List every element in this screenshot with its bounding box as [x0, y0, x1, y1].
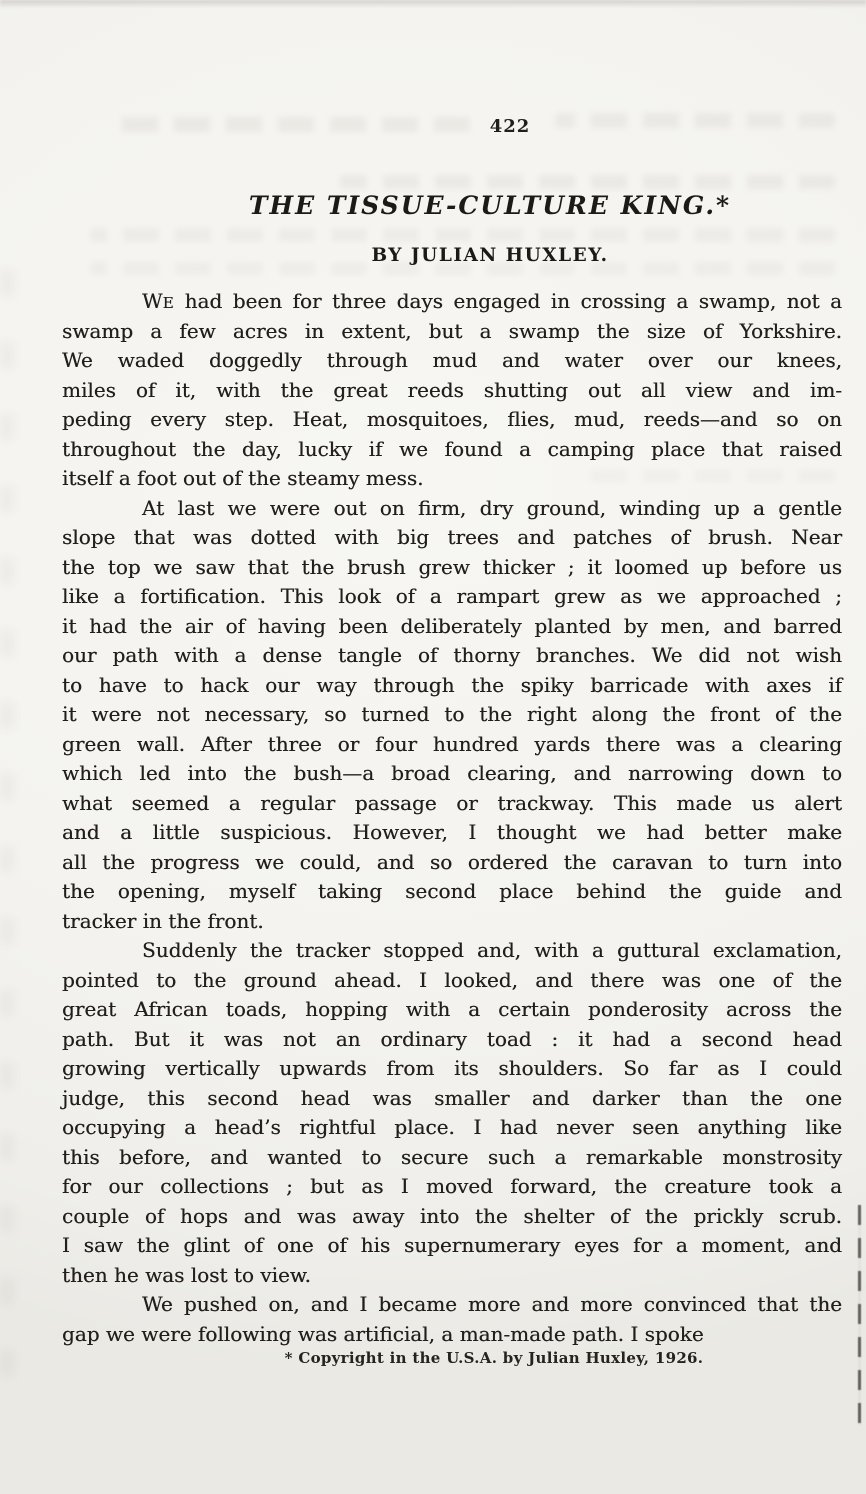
text-line: I saw the glint of one of his supernumerary eyes for a moment, and: [62, 1233, 842, 1257]
text-line: it had the air of having been deliberately planted by men, and barred: [62, 613, 842, 638]
text-line: miles of it, with the great reeds shutting out all view and im-: [62, 377, 842, 402]
lead-small-capital: E: [162, 294, 175, 312]
text-line: like a fortification. This look of a rampart grew as we approached ;: [62, 584, 842, 608]
text-line: We waded doggedly through mud and water over our knees,: [62, 348, 842, 372]
text-line: all the progress we could, and so ordered the caravan to turn into: [62, 849, 842, 874]
text-line: and a little suspicious. However, I thought we had better make: [62, 820, 842, 844]
text-line: great African toads, hopping with a certain ponderosity across the: [62, 997, 842, 1021]
lead-capital: W: [142, 289, 163, 313]
text-line: path. But it was not an ordinary toad : it had a second head: [62, 1026, 842, 1051]
text-line: At last we were out on firm, dry ground, winding up a gentle: [142, 495, 842, 520]
scan-left-smudges: [0, 270, 14, 1400]
text-line: tracker in the front.: [62, 908, 264, 933]
text-line: green wall. After three or four hundred yards there was a clearing: [62, 731, 842, 756]
text-line: then he was lost to view.: [62, 1262, 311, 1287]
article-title: THE TISSUE-CULTURE KING.*: [248, 191, 732, 220]
text-line: swamp a few acres in extent, but a swamp the size of Yorkshire.: [62, 318, 842, 343]
footnote: * Copyright in the U.S.A. by Julian Huxley, 1926.: [284, 1349, 704, 1367]
text-line: growing vertically upwards from its shoulders. So far as I could: [62, 1056, 842, 1080]
text-line: occupying a head’s rightful place. I had never seen anything like: [62, 1115, 842, 1139]
text-line: WE had been for three days engaged in crossing a swamp, not a: [142, 289, 842, 313]
text-line: to have to hack our way through the spiky barricade with axes if: [62, 672, 842, 697]
text-line: itself a foot out of the steamy mess.: [62, 466, 424, 490]
show-through-text-artifact: [340, 175, 835, 189]
text-line: which led into the bush—a broad clearing, and narrowing down to: [62, 761, 842, 785]
scan-top-edge-shadow: [0, 0, 866, 8]
text-line: pointed to the ground ahead. I looked, and there was one of the: [62, 967, 842, 992]
text-line: judge, this second head was smaller and darker than the one: [62, 1085, 842, 1110]
text-line: our path with a dense tangle of thorny branches. We did not wish: [62, 643, 842, 667]
text-line: slope that was dotted with big trees and patches of brush. Near: [62, 525, 842, 549]
paragraph: [62, 287, 842, 494]
text-line: couple of hops and was away into the shelter of the prickly scrub.: [62, 1203, 842, 1228]
text-line: peding every step. Heat, mosquitoes, flies, mud, reeds—and so on: [62, 407, 842, 431]
text-line: this before, and wanted to secure such a remarkable monstrosity: [62, 1144, 842, 1169]
paragraph: [62, 494, 842, 937]
text-line: for our collections ; but as I moved forward, the creature took a: [62, 1174, 842, 1198]
article-body: [62, 287, 842, 1349]
scan-right-edge-line: [858, 1205, 861, 1425]
byline: BY JULIAN HUXLEY.: [371, 245, 609, 266]
page-number: 422: [489, 116, 531, 137]
paragraph: [62, 1290, 842, 1349]
text-line: We pushed on, and I became more and more convinced that the: [142, 1292, 842, 1316]
text-line: throughout the day, lucky if we found a camping place that raised: [62, 436, 842, 461]
text-line: gap we were following was artificial, a man-made path. I spoke: [62, 1321, 704, 1346]
text-line: the opening, myself taking second place behind the guide and: [62, 879, 842, 903]
text-line: the top we saw that the brush grew thicker ; it loomed up before us: [62, 554, 842, 579]
text-line: what seemed a regular passage or trackway. This made us alert: [62, 790, 842, 815]
show-through-text-artifact: [90, 228, 835, 242]
paragraph: [62, 936, 842, 1290]
text-line: it were not necessary, so turned to the right along the front of the: [62, 702, 842, 726]
text-line: Suddenly the tracker stopped and, with a guttural exclamation,: [142, 938, 842, 962]
